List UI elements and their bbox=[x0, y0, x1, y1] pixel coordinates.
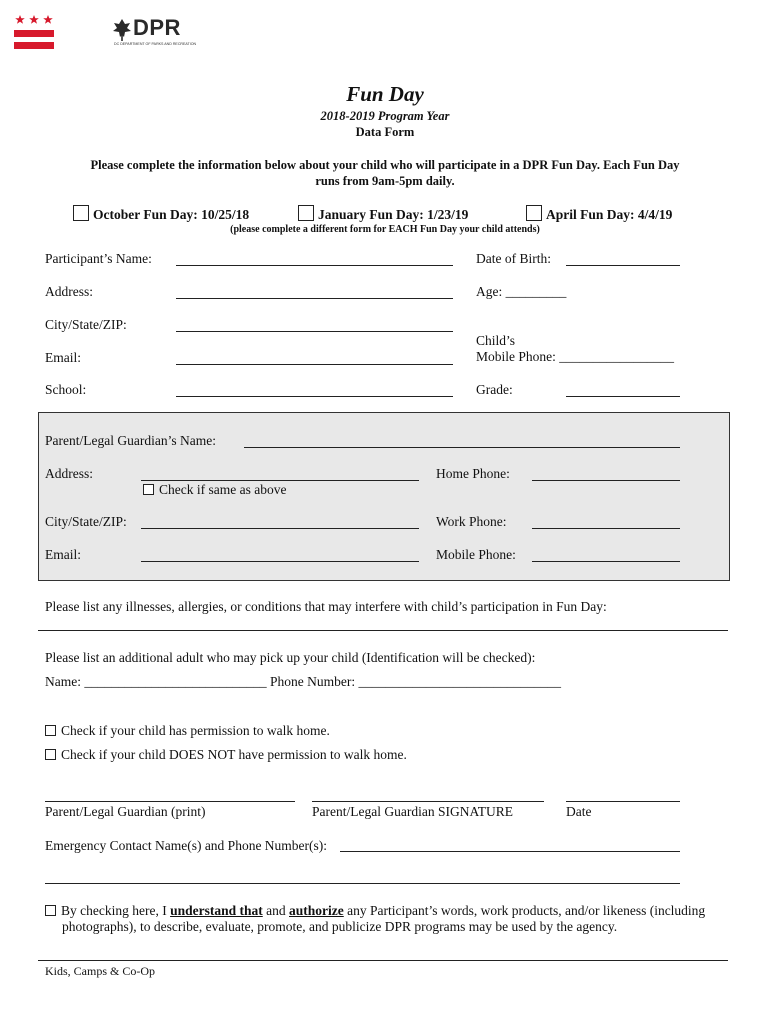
guardian-email-label: Email: bbox=[45, 547, 81, 562]
home-phone-label: Home Phone: bbox=[436, 466, 510, 481]
form-title: Fun Day bbox=[346, 82, 424, 106]
consent-option[interactable]: By checking here, I understand that and authorize any Participant’s words, work products, and/or likeness (including bbox=[45, 903, 705, 919]
illness-prompt: Please list any illnesses, allergies, or conditions that may interfere with child’s participation in Fun Day: bbox=[45, 599, 607, 614]
age-field[interactable]: Age: _________ bbox=[476, 284, 567, 299]
home-phone-field[interactable] bbox=[532, 480, 680, 481]
dpr-logo-subtext: DC DEPARTMENT OF PARKS AND RECREATION bbox=[114, 42, 197, 46]
checkbox-icon[interactable] bbox=[45, 905, 56, 916]
walk-home-yes-option[interactable]: Check if your child has permission to walk home. bbox=[45, 723, 330, 739]
city-state-zip-field[interactable] bbox=[176, 331, 453, 332]
consent-text-line-2: photographs), to describe, evaluate, promote, and publicize DPR programs may be used by the agency. bbox=[62, 919, 618, 934]
city-state-zip-label: City/State/ZIP: bbox=[45, 317, 127, 332]
work-phone-label: Work Phone: bbox=[436, 514, 507, 529]
guardian-name-label: Parent/Legal Guardian’s Name: bbox=[45, 433, 216, 448]
guardian-address-field[interactable] bbox=[141, 480, 419, 481]
instructions-line-2: runs from 9am-5pm daily. bbox=[315, 174, 455, 188]
fun-day-option-april[interactable]: April Fun Day: 4/4/19 bbox=[526, 205, 672, 223]
fun-day-option-january[interactable]: January Fun Day: 1/23/19 bbox=[298, 205, 468, 223]
email-label: Email: bbox=[45, 350, 81, 365]
checkbox-icon[interactable] bbox=[298, 205, 314, 221]
date-label: Date bbox=[566, 804, 592, 819]
walk-home-no-option[interactable]: Check if your child DOES NOT have permission to walk home. bbox=[45, 747, 407, 763]
leaf-icon bbox=[113, 19, 131, 41]
participant-name-field[interactable] bbox=[176, 265, 453, 266]
grade-label: Grade: bbox=[476, 382, 513, 397]
dpr-logo-text: DPR bbox=[133, 15, 181, 40]
footer-text: Kids, Camps & Co-Op bbox=[45, 964, 156, 978]
email-field[interactable] bbox=[176, 364, 453, 365]
guardian-email-field[interactable] bbox=[141, 561, 419, 562]
same-as-above-option[interactable]: Check if same as above bbox=[143, 482, 286, 498]
dob-field[interactable] bbox=[566, 265, 680, 266]
guardian-print-label: Parent/Legal Guardian (print) bbox=[45, 804, 206, 819]
checkbox-icon[interactable] bbox=[45, 725, 56, 736]
participant-name-label: Participant’s Name: bbox=[45, 251, 152, 266]
guardian-print-field[interactable] bbox=[45, 801, 295, 802]
mobile-phone-field[interactable] bbox=[532, 561, 680, 562]
guardian-signature-field[interactable] bbox=[312, 801, 544, 802]
child-mobile-phone-field[interactable]: Mobile Phone: _________________ bbox=[476, 349, 674, 364]
guardian-city-field[interactable] bbox=[141, 528, 419, 529]
fun-day-option-october[interactable]: October Fun Day: 10/25/18 bbox=[73, 205, 249, 223]
fun-day-note: (please complete a different form for EACH Fun Day your child attends) bbox=[230, 224, 540, 235]
instructions-line-1: Please complete the information below about your child who will participate in a DPR Fun Day. Each Fun Day bbox=[90, 158, 680, 172]
dc-flag-logo bbox=[14, 14, 54, 50]
emergency-contact-label: Emergency Contact Name(s) and Phone Number(s): bbox=[45, 838, 328, 853]
dpr-logo bbox=[113, 15, 197, 50]
checkbox-icon[interactable] bbox=[73, 205, 89, 221]
guardian-address-label: Address: bbox=[45, 466, 93, 481]
footer-divider bbox=[38, 960, 728, 961]
emergency-contact-field[interactable] bbox=[340, 851, 680, 852]
checkbox-icon[interactable] bbox=[143, 484, 154, 495]
dob-label: Date of Birth: bbox=[476, 251, 551, 266]
pickup-prompt: Please list an additional adult who may pick up your child (Identification will be checked): bbox=[45, 650, 536, 665]
date-field[interactable] bbox=[566, 801, 680, 802]
checkbox-icon[interactable] bbox=[45, 749, 56, 760]
childs-label: Child’s bbox=[476, 333, 516, 348]
school-field[interactable] bbox=[176, 396, 453, 397]
mobile-phone-label: Mobile Phone: bbox=[436, 547, 516, 562]
address-field[interactable] bbox=[176, 298, 453, 299]
address-label: Address: bbox=[45, 284, 93, 299]
form-name: Data Form bbox=[355, 125, 415, 139]
guardian-city-label: City/State/ZIP: bbox=[45, 514, 127, 529]
grade-field[interactable] bbox=[566, 396, 680, 397]
guardian-name-field[interactable] bbox=[244, 447, 680, 448]
pickup-name-phone-fields[interactable]: Name: ___________________________ Phone Number: ______________________________ bbox=[45, 674, 561, 689]
illness-field[interactable] bbox=[38, 630, 728, 631]
work-phone-field[interactable] bbox=[532, 528, 680, 529]
program-year: 2018-2019 Program Year bbox=[320, 109, 450, 123]
emergency-contact-field-2[interactable] bbox=[45, 883, 680, 884]
school-label: School: bbox=[45, 382, 87, 397]
checkbox-icon[interactable] bbox=[526, 205, 542, 221]
guardian-signature-label: Parent/Legal Guardian SIGNATURE bbox=[312, 804, 513, 819]
